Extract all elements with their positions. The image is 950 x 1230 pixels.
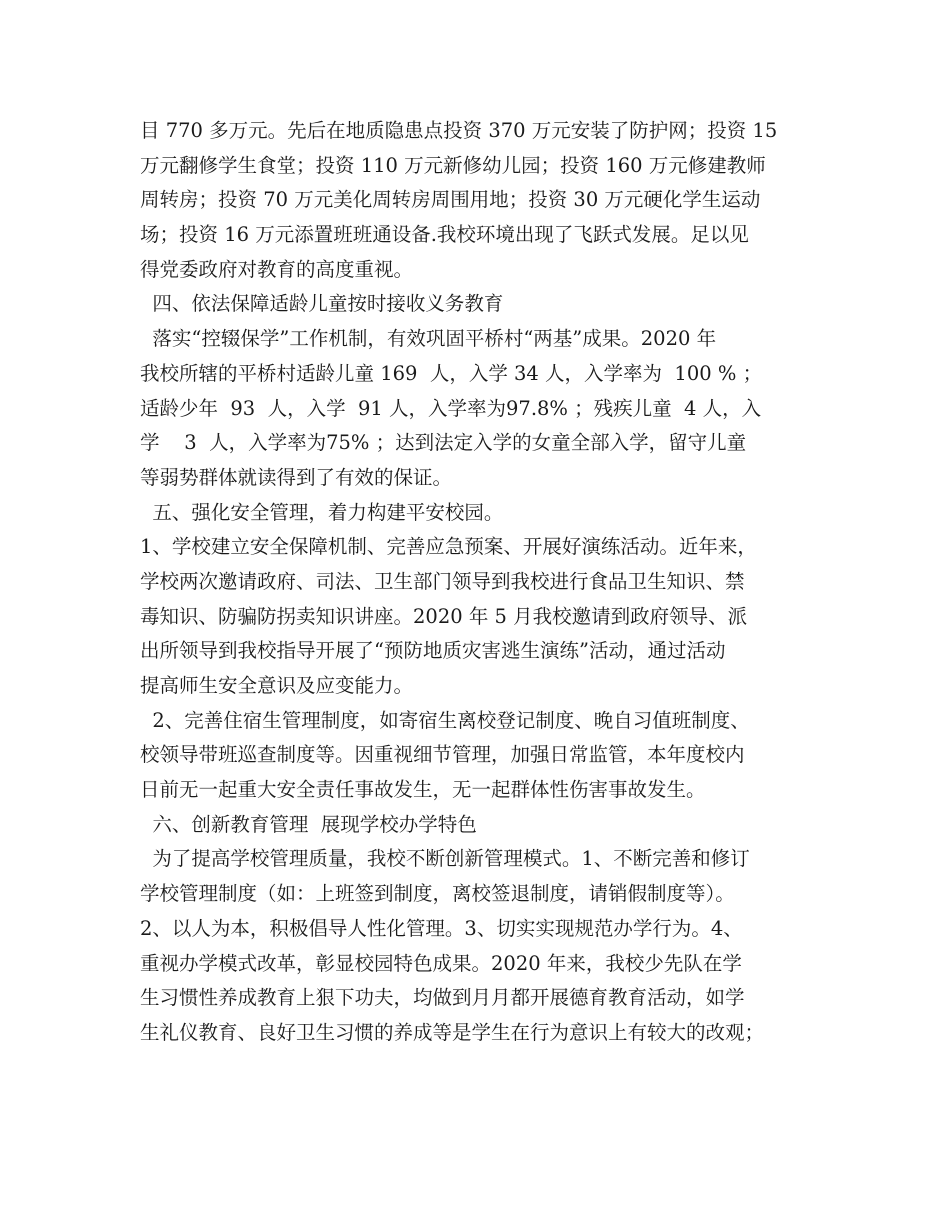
text-line: 目 770 多万元。先后在地质隐患点投资 370 万元安装了防护网；投资 15 xyxy=(140,119,778,142)
text-line: 场；投资 16 万元添置班班通设备.我校环境出现了飞跃式发展。足以见 xyxy=(140,223,749,247)
text-line: 得党委政府对教育的高度重视。 xyxy=(140,257,414,281)
section-heading: 六、创新教育管理 展现学校办学特色 xyxy=(140,812,477,836)
text-line: 出所领导到我校指导开展了“预防地质灾害逃生演练”活动，通过活动 xyxy=(140,639,726,663)
text-line: 提高师生安全意识及应变能力。 xyxy=(140,674,414,697)
section-heading: 五、强化安全管理，着力构建平安校园。 xyxy=(140,500,504,524)
text-line: 周转房；投资 70 万元美化周转房周围用地；投资 30 万元硬化学生运动 xyxy=(140,188,761,212)
text-line: 1、学校建立安全保障机制、完善应急预案、开展好演练活动。近年来， xyxy=(140,535,757,559)
text-line: 学校两次邀请政府、司法、卫生部门领导到我校进行食品卫生知识、禁 xyxy=(140,569,745,593)
text-line: 学校管理制度（如：上班签到制度，离校签退制度，请销假制度等）。 xyxy=(140,882,735,906)
text-line: 万元翻修学生食堂；投资 110 万元新修幼儿园；投资 160 万元修建教师 xyxy=(140,153,766,177)
text-line: 2、以人为本，积极倡导人性化管理。3、切实实现规范办学行为。4、 xyxy=(140,916,743,940)
text-line: 生习惯性养成教育上狠下功夫，均做到月月都开展德育教育活动，如学 xyxy=(140,986,745,1010)
text-line: 为了提高学校管理质量，我校不断创新管理模式。1、不断完善和修订 xyxy=(140,847,750,871)
text-line: 校领导带班巡查制度等。因重视细节管理，加强日常监管，本年度校内 xyxy=(140,743,745,767)
text-line: 重视办学模式改革，彰显校园特色成果。2020 年来，我校少先队在学 xyxy=(140,951,742,975)
text-line: 学 3 人，入学率为75% ；达到法定入学的女童全部入学，留守儿童 xyxy=(140,431,747,455)
document-body xyxy=(140,114,830,1051)
section-heading: 四、依法保障适龄儿童按时接收义务教育 xyxy=(140,292,504,316)
text-line: 2、完善住宿生管理制度，如寄宿生离校登记制度、晚自习值班制度、 xyxy=(140,708,750,732)
text-line: 我校所辖的平桥村适龄儿童 169 人，入学 34 人，入学率为 100 % ； xyxy=(140,361,763,385)
text-line: 适龄少年 93 人，入学 91 人，入学率为97.8% ；残疾儿童 4 人，入 xyxy=(140,396,762,420)
text-line: 落实“控辍保学”工作机制，有效巩固平桥村“两基”成果。2020 年 xyxy=(140,327,717,351)
text-line: 毒知识、防骗防拐卖知识讲座。2020 年 5 月我校邀请到政府领导、派 xyxy=(140,604,748,628)
text-line: 日前无一起重大安全责任事故发生，无一起群体性伤害事故发生。 xyxy=(140,778,706,802)
text-line: 生礼仪教育、良好卫生习惯的养成等是学生在行为意识上有较大的改观； xyxy=(140,1020,765,1044)
text-line: 等弱势群体就读得到了有效的保证。 xyxy=(140,465,453,489)
